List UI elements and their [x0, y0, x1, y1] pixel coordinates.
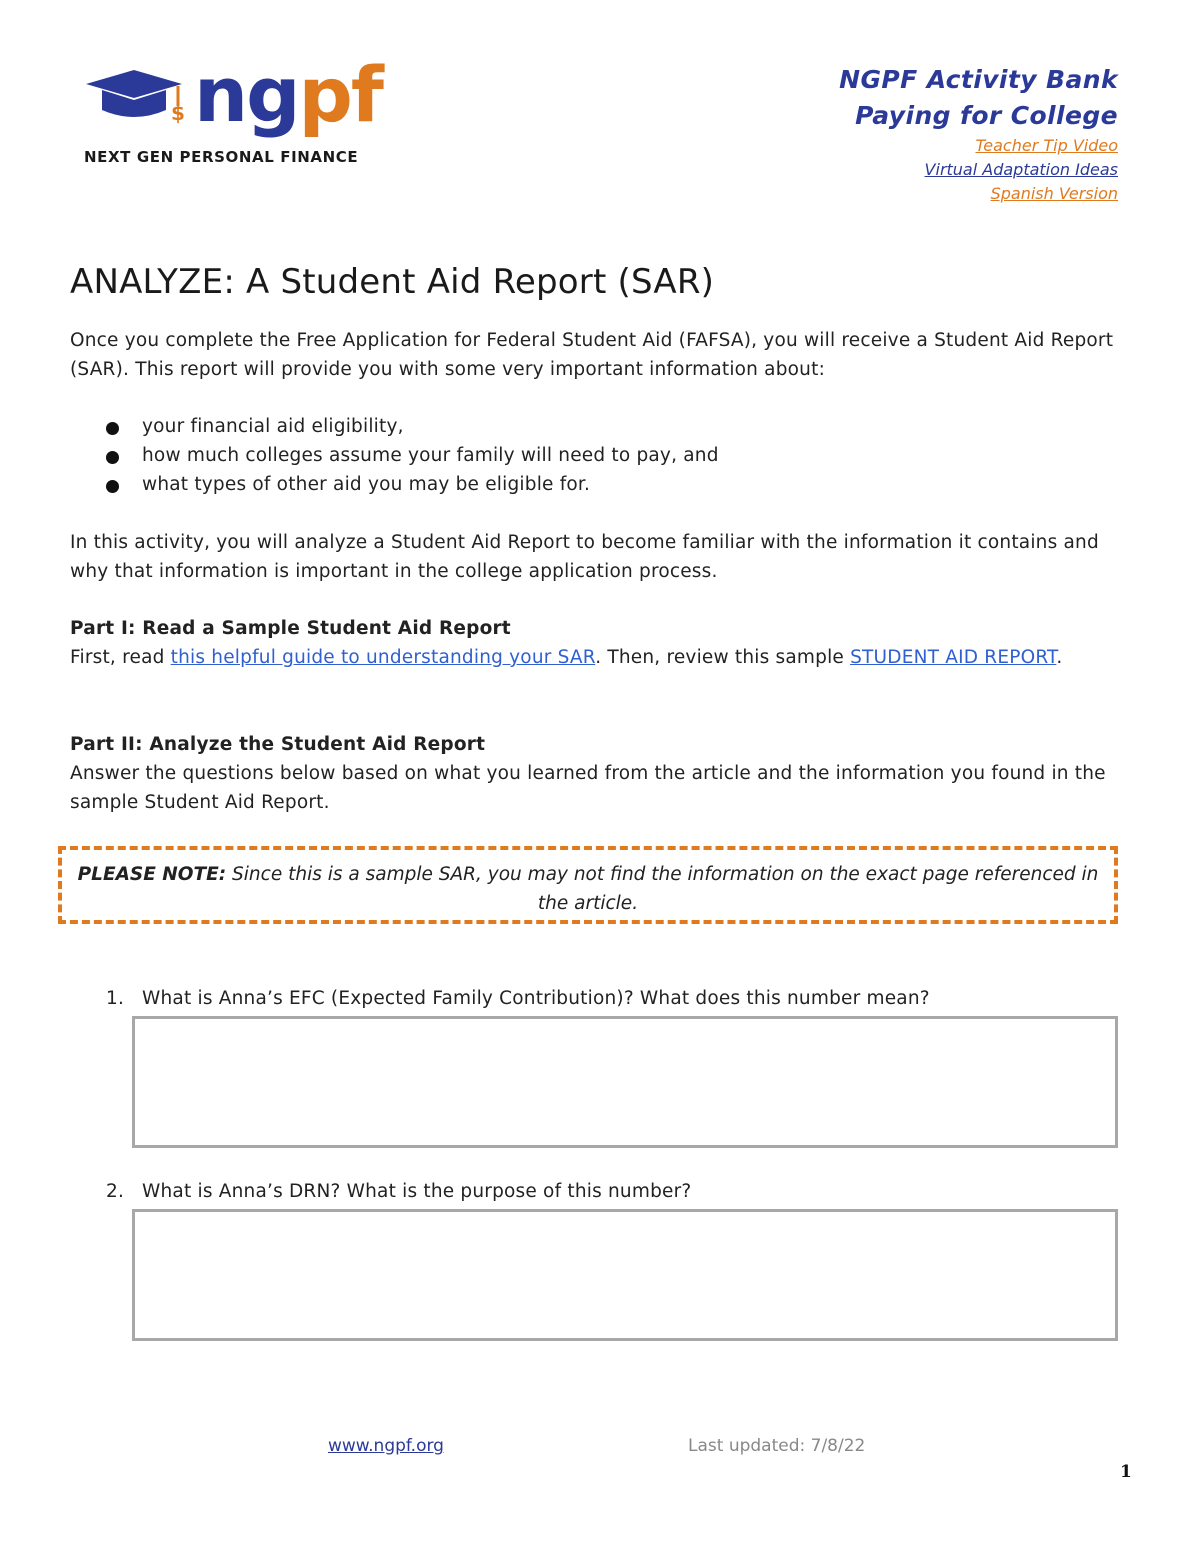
student-aid-report-link[interactable]: STUDENT AID REPORT [850, 647, 1057, 668]
note-text: Since this is a sample SAR, you may not find the information on the exact page referenced in the article. [226, 864, 1099, 914]
intro-paragraph: Once you complete the Free Application for Federal Student Aid (FAFSA), you will receive a Student Aid Report (SAR). This report will provide you with some very important information about: [70, 330, 1114, 380]
footer-website-link[interactable]: www.ngpf.org [328, 1436, 444, 1456]
sar-guide-link[interactable]: this helpful guide to understanding your SAR [170, 647, 596, 668]
part-two-section [70, 730, 1130, 817]
activity-subject: Paying for College [855, 101, 1118, 130]
list-item: how much colleges assume your family will need to pay, and [104, 441, 719, 470]
list-item: what types of other aid you may be eligible for. [104, 470, 719, 499]
activity-header [839, 62, 1118, 206]
question-2: 2. What is Anna’s DRN? What is the purpose of this number? [106, 1181, 692, 1202]
bullet-icon [106, 422, 119, 435]
part-one-section [70, 614, 1130, 672]
activity-paragraph: In this activity, you will analyze a Student Aid Report to become familiar with the information it contains and why that information is important in the college application process. [70, 532, 1099, 582]
question-1: 1. What is Anna’s EFC (Expected Family Contribution)? What does this number mean? [106, 988, 930, 1009]
teacher-tip-video-link[interactable]: Teacher Tip Video [975, 136, 1118, 155]
ngpf-logo: $ ngpf NEXT GEN PERSONAL FINANCE [84, 50, 382, 166]
bullet-icon [106, 480, 119, 493]
part-one-heading: Part I: Read a Sample Student Aid Report [70, 618, 511, 639]
part-one-text: First, read this helpful guide to understanding your SAR. Then, review this sample STUDENT AID REPORT. [70, 647, 1063, 668]
list-item: your financial aid eligibility, [104, 412, 719, 441]
logo-tagline: NEXT GEN PERSONAL FINANCE [84, 148, 359, 166]
page-number: 1 [1120, 1462, 1132, 1482]
virtual-adaptation-link[interactable]: Virtual Adaptation Ideas [924, 160, 1118, 179]
activity-bank-title: NGPF Activity Bank [839, 65, 1118, 94]
svg-text:$: $ [171, 101, 185, 125]
please-note-box [58, 846, 1118, 924]
part-two-heading: Part II: Analyze the Student Aid Report [70, 734, 486, 755]
note-label: PLEASE NOTE: [77, 864, 227, 885]
part-two-text: Answer the questions below based on what you learned from the article and the information you found in the sample Student Aid Report. [70, 763, 1106, 813]
page-title: ANALYZE: A Student Aid Report (SAR) [70, 262, 715, 302]
footer-last-updated: Last updated: 7/8/22 [688, 1436, 866, 1456]
bullet-list [104, 412, 719, 499]
answer-box-1[interactable] [132, 1016, 1118, 1148]
bullet-icon [106, 451, 119, 464]
answer-box-2[interactable] [132, 1209, 1118, 1341]
spanish-version-link[interactable]: Spanish Version [990, 184, 1118, 203]
